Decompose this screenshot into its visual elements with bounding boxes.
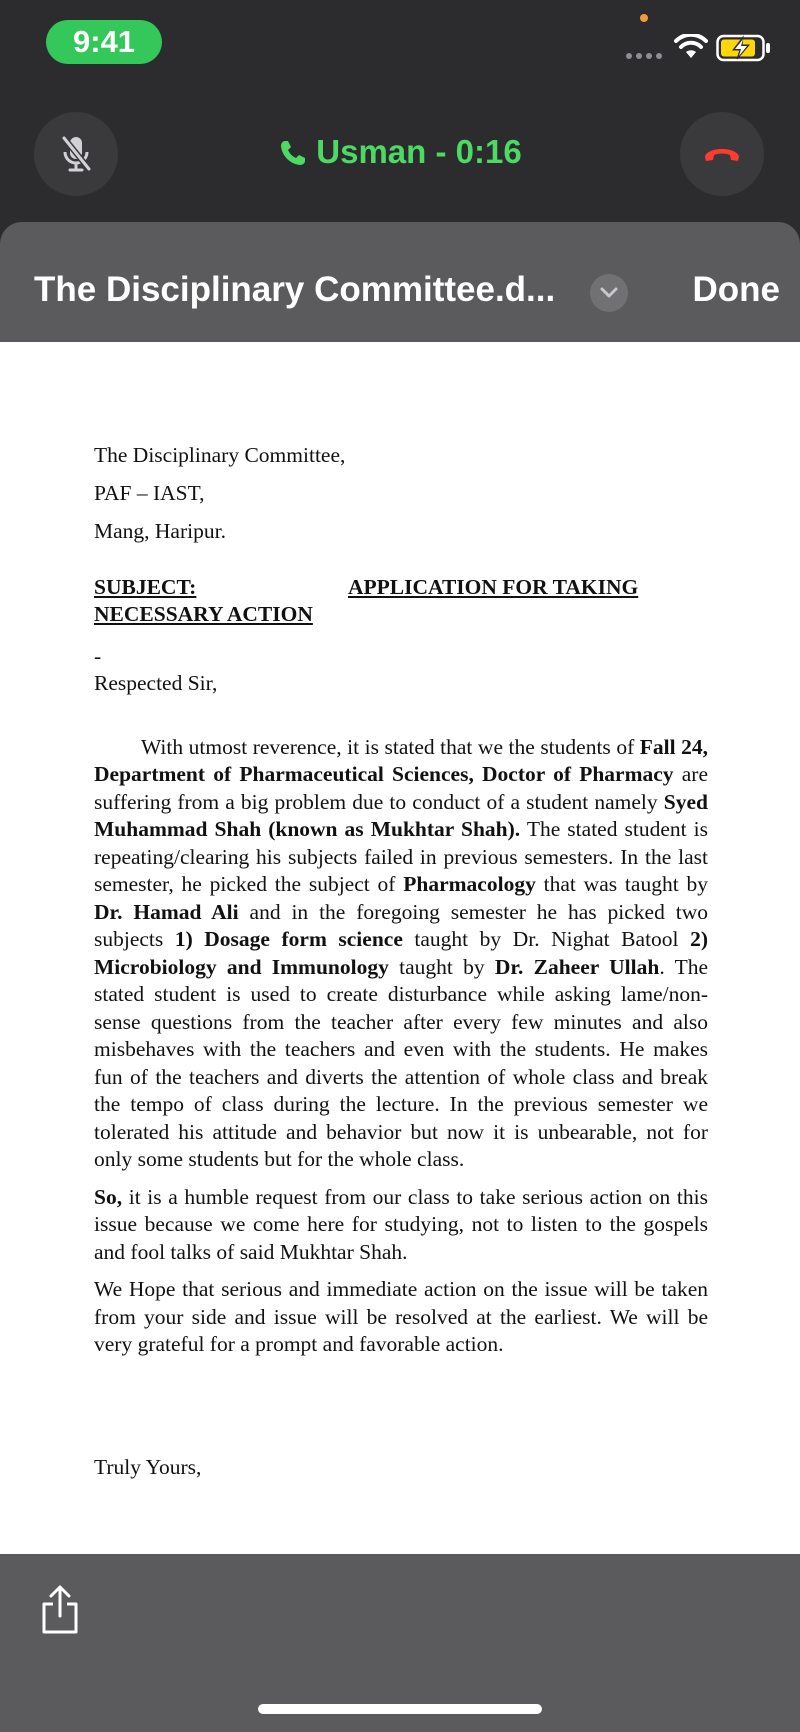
subject-block bbox=[94, 574, 708, 634]
phone-icon bbox=[278, 138, 308, 168]
title-menu-button[interactable] bbox=[590, 274, 628, 312]
address-line: PAF – IAST, bbox=[94, 481, 205, 505]
bold-run: 1) Dosage form science bbox=[174, 927, 403, 951]
paragraph-2 bbox=[94, 1184, 708, 1267]
call-bar bbox=[0, 0, 800, 232]
bold-run: Dr. Hamad Ali bbox=[94, 899, 239, 924]
text-run: The stated student is repeating/clearing his subjects failed in previous semesters. In the last semester, he picked the subject of bbox=[94, 817, 708, 896]
bold-run: 2) Microbiology and Immunology bbox=[94, 927, 708, 979]
cellular-signal-icon bbox=[626, 53, 666, 61]
text-run: are suffering from a big problem due to conduct of a student namely bbox=[94, 762, 709, 814]
share-button[interactable] bbox=[38, 1584, 82, 1641]
letter-body bbox=[94, 436, 708, 1481]
call-label-text: Usman - 0:16 bbox=[316, 133, 522, 170]
paragraph-3: We Hope that serious and immediate action on the issue will be taken from your side and issue will be resolved at the earliest. We will be very grateful for a prompt and favorable action. bbox=[94, 1277, 708, 1356]
privacy-indicator-dot bbox=[640, 14, 648, 22]
subject-line-1: APPLICATION FOR TAKING bbox=[348, 575, 639, 599]
text-run: and in the foregoing semester he has picked two subjects bbox=[94, 899, 708, 951]
recipient-address bbox=[94, 436, 708, 550]
battery-charging-icon bbox=[716, 34, 772, 62]
bold-run: So, bbox=[94, 1184, 123, 1209]
bold-run: Syed Muhammad Shah (known as Mukhtar Shah). bbox=[94, 789, 708, 841]
bottom-toolbar bbox=[0, 1554, 800, 1732]
text-run: taught by bbox=[388, 954, 495, 979]
chevron-down-icon bbox=[600, 287, 618, 299]
subject-label: SUBJECT: bbox=[94, 575, 197, 599]
text-run: it is a humble request from our class to take serious action on this issue because we come here for studying, not to listen to the gospels and fool talks of said Mukhtar Shah. bbox=[94, 1184, 708, 1264]
wifi-icon bbox=[674, 34, 708, 60]
status-time[interactable]: 9:41 bbox=[46, 20, 162, 64]
paragraph-1 bbox=[94, 734, 708, 1174]
phone-down-icon bbox=[702, 144, 742, 164]
address-line: Mang, Haripur. bbox=[94, 519, 226, 543]
end-call-button[interactable] bbox=[680, 112, 764, 196]
text-run: With utmost reverence, it is stated that we the students of bbox=[141, 734, 640, 759]
salutation: Respected Sir, bbox=[94, 671, 218, 695]
stray-dash: - bbox=[94, 644, 102, 668]
done-button[interactable]: Done bbox=[692, 270, 780, 309]
document-header bbox=[0, 222, 800, 342]
bold-run: Fall 24, Department of Pharmaceutical Sciences, Doctor of Pharmacy bbox=[94, 734, 708, 786]
closing: Truly Yours, bbox=[94, 1454, 202, 1479]
bold-run: Pharmacology bbox=[403, 872, 536, 896]
address-line: The Disciplinary Committee, bbox=[94, 443, 346, 467]
text-run: . The stated student is used to create disturbance while asking lame/non-sense questions from the teacher after every few minutes and also misbehaves with the teachers and even with the students. He makes fun of the teachers and diverts the attention of whole class and break the tempo of class during the lecture. In the previous semester we tolerated his attitude and behavior but now it is unbearable, not for only some students but for the whole class. bbox=[94, 954, 708, 1171]
subject-line-2: NECESSARY ACTION bbox=[94, 602, 313, 626]
home-indicator[interactable] bbox=[258, 1704, 542, 1714]
document-page[interactable] bbox=[0, 342, 800, 1554]
bold-run: Dr. Zaheer Ullah bbox=[494, 954, 660, 979]
text-run: taught by Dr. Nighat Batool bbox=[402, 927, 691, 951]
text-run: that was taught by bbox=[535, 872, 708, 896]
share-icon bbox=[38, 1584, 82, 1636]
document-title[interactable]: The Disciplinary Committee.d... bbox=[34, 270, 556, 309]
